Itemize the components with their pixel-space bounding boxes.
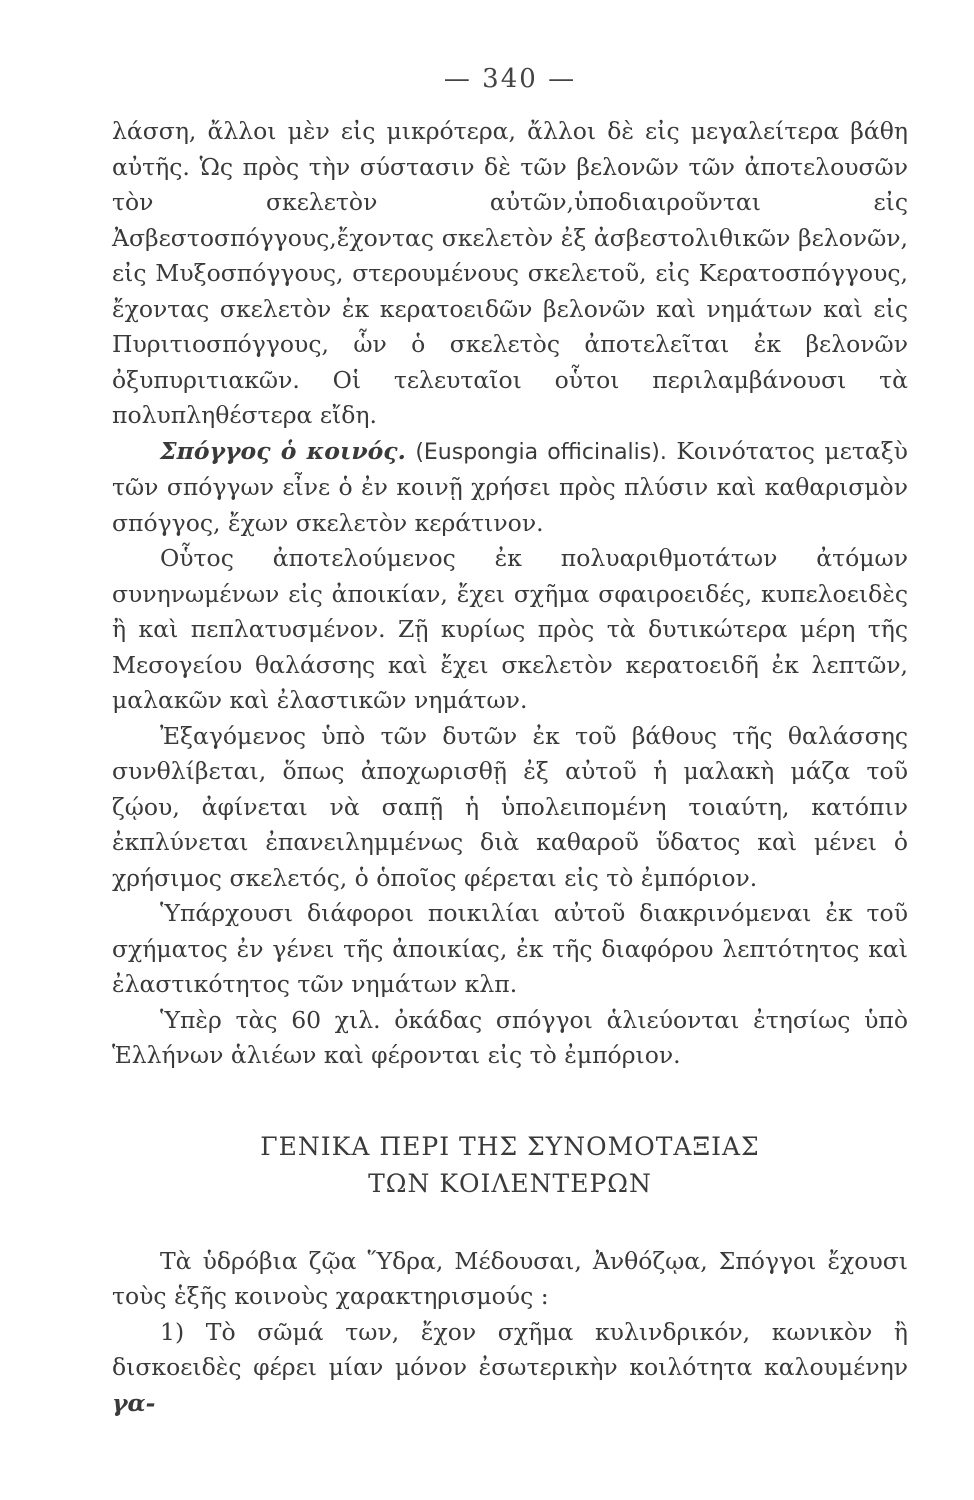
list-item-1 (112, 1315, 908, 1422)
list-item-1-hyphenated-end: γα- (112, 1388, 156, 1417)
paragraph-continuation: λάσση, ἄλλοι μὲν εἰς μικρότερα, ἄλλοι δὲ εἰς μεγαλείτερα βάθη αὐτῆς. Ὡς πρὸς τὴν σύστασιν δὲ τῶν βελονῶν τῶν ἀποτελουσῶν τὸν σκελετὸν αὐτῶν,ὑποδιαιροῦνται εἰς Ἀσβεστοσπόγγους,ἔχοντας σκελετὸν ἐξ ἀσβεστολιθικῶν βελονῶν, εἰς Μυξοσπόγγους, στερουμένους σκελετοῦ, εἰς Κερατοσπόγγους, ἔχοντας σκελετὸν ἐκ κερατοειδῶν βελονῶν καὶ νημάτων καὶ εἰς Πυριτιοσπόγγους, ὧν ὁ σκελετὸς ἀποτελεῖται ἐκ βελονῶν ὀξυπυριτιακῶν. Οἱ τελευταῖοι οὗτοι περιλαμβάνουσι τὰ πολυπληθέστερα εἴδη. (112, 117, 908, 429)
species-description: Κοινότατος μεταξὺ τῶν σπόγγων εἶνε ὁ ἐν κοινῇ χρήσει πρὸς πλύσιν καὶ καθαρισμὸν σπόγγος, ἔχων σκελετὸν κεράτινον. (112, 436, 908, 537)
paragraph-structure: Οὗτος ἀποτελούμενος ἐκ πολυαριθμοτάτων ἀτόμων συνηνωμένων εἰς ἀποικίαν, ἔχει σχῆμα σφαιροειδές, κυπελοειδὲς ἢ καὶ πεπλατυσμένον. Ζῇ κυρίως πρὸς τὰ δυτικώτερα μέρη τῆς Μεσογείου θαλάσσης καὶ ἔχει σκελετὸν κερατοειδῆ ἐκ λεπτῶν, μαλακῶν καὶ ἐλαστικῶν νημάτων. (112, 544, 908, 714)
section-body (112, 1244, 908, 1422)
paragraph-species-intro (112, 434, 908, 542)
body-text (112, 114, 908, 1074)
page-number: — 340 — (443, 64, 577, 94)
latin-name: (Euspongia officinalis). (415, 439, 667, 465)
section-heading-line-1: ΓΕΝΙΚΑ ΠΕΡΙ ΤΗΣ ΣΥΝΟΜΟΤΑΞΙΑΣ (260, 1131, 760, 1161)
section-heading-line-2: ΤΩΝ ΚΟΙΛΕΝΤΕΡΩΝ (368, 1168, 652, 1198)
section-heading (112, 1128, 908, 1202)
book-page (112, 64, 908, 1421)
paragraph-varieties: Ὑπάρχουσι διάφοροι ποικιλίαι αὐτοῦ διακρινόμεναι ἐκ τοῦ σχήματος ἐν γένει τῆς ἀποικίας, ἐκ τῆς διαφόρου λεπτότητος καὶ ἐλαστικότητος τῶν νημάτων κλπ. (112, 899, 908, 998)
paragraph-fishing: Ὑπὲρ τὰς 60 χιλ. ὀκάδας σπόγγοι ἁλιεύονται ἐτησίως ὑπὸ Ἑλλήνων ἁλιέων καὶ φέρονται εἰς τὸ ἐμπόριον. (112, 1005, 908, 1069)
paragraph-harvesting: Ἐξαγόμενος ὑπὸ τῶν δυτῶν ἐκ τοῦ βάθους τῆς θαλάσσης συνθλίβεται, ὅπως ἀποχωρισθῇ ἐξ αὐτοῦ ἡ μαλακὴ μάζα τοῦ ζῴου, ἀφίνεται νὰ σαπῇ ἡ ὑπολειπομένη τοιαύτη, κατόπιν ἐκπλύνεται ἐπανειλημμένως διὰ καθαροῦ ὕδατος καὶ μένει ὁ χρήσιμος σκελετός, ὁ ὁποῖος φέρεται εἰς τὸ ἐμπόριον. (112, 721, 908, 892)
species-name: Σπόγγος ὁ κοινός. (160, 436, 406, 465)
list-item-1-text: 1) Τὸ σῶμά των, ἔχον σχῆμα κυλινδρικόν, κωνικὸν ἢ δισκοειδὲς φέρει μίαν μόνον ἐσωτερικὴν κοιλότητα καλουμένην (112, 1317, 908, 1381)
section-intro: Τὰ ὑδρόβια ζῷα Ὕδρα, Μέδουσαι, Ἀνθόζῳα, Σπόγγοι ἔχουσι τοὺς ἑξῆς κοινοὺς χαρακτηρισμούς : (112, 1246, 908, 1310)
